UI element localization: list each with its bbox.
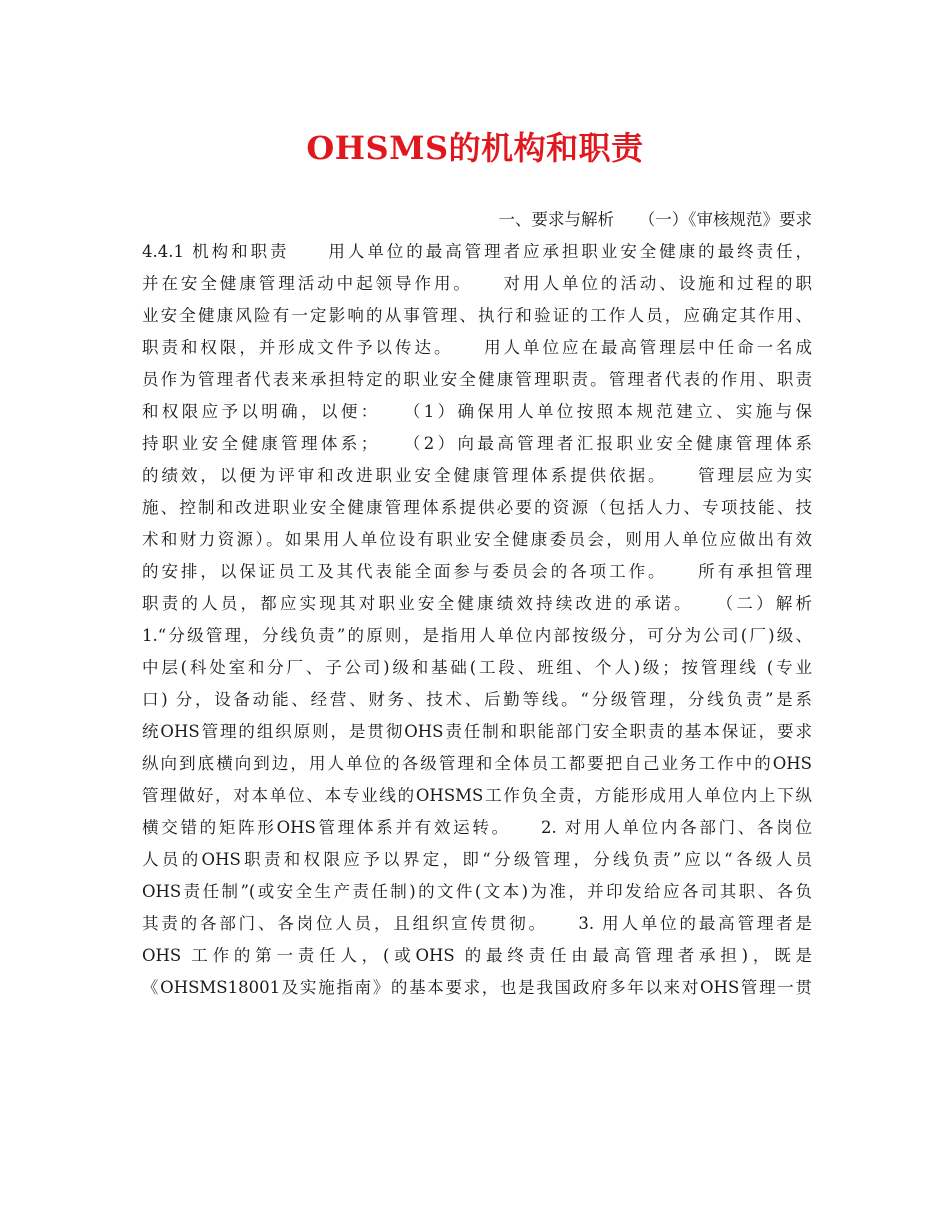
paragraph-line: 和权限应予以明确，以便： （1）确保用人单位按照本规范建立、实施与保 [142,402,812,421]
paragraph-line: 纵向到底横向到边，用人单位的各级管理和全体员工都要把自己业务工作中的OHS [142,754,812,773]
paragraph-line: 并在安全健康管理活动中起领导作用。 对用人单位的活动、设施和过程的职 [142,274,812,293]
paragraph-line: 中层(科处室和分厂、子公司)级和基础(工段、班组、个人)级；按管理线 (专业 [142,658,812,677]
paragraph-line: 统OHS管理的组织原则，是贯彻OHS责任制和职能部门安全职责的基本保证，要求 [142,722,812,741]
paragraph-line: 施、控制和改进职业安全健康管理体系提供必要的资源（包括人力、专项技能、技 [142,498,812,517]
paragraph-line: 口) 分，设备动能、经营、财务、技术、后勤等线。“分级管理，分线负责”是系 [142,690,812,709]
paragraph-line: OHS责任制”(或安全生产责任制)的文件(文本)为准，并印发给应各司其职、各负 [142,882,812,901]
paragraph-line: 的绩效，以便为评审和改进职业安全健康管理体系提供依据。 管理层应为实 [142,466,812,485]
section-heading-line: 一、要求与解析 （一）《审核规范》要求 [498,210,812,229]
paragraph-line: 其责的各部门、各岗位人员，且组织宣传贯彻。 3. 用人单位的最高管理者是 [142,914,812,933]
paragraph-line: 1.“分级管理，分线负责”的原则，是指用人单位内部按级分，可分为公司(厂)级、 [142,626,812,645]
document-body [142,204,812,1004]
paragraph-line: OHS 工作的第一责任人，(或OHS 的最终责任由最高管理者承担)，既是 [142,946,812,965]
paragraph-line: 职责的人员，都应实现其对职业安全健康绩效持续改进的承诺。 （二）解析 [142,594,812,613]
paragraph-line: 管理做好，对本单位、本专业线的OHSMS工作负全责，方能形成用人单位内上下纵 [142,786,812,805]
document-title: OHSMS的机构和职责 [306,129,644,167]
paragraph-line: 的安排，以保证员工及其代表能全面参与委员会的各项工作。 所有承担管理 [142,562,812,581]
paragraph-line: 《OHSMS18001及实施指南》的基本要求，也是我国政府多年以来对OHS管理一贯 [142,978,812,997]
paragraph-line: 职责和权限，并形成文件予以传达。 用人单位应在最高管理层中任命一名成 [142,338,812,357]
paragraph-line: 人员的OHS职责和权限应予以界定，即“分级管理，分线负责”应以“各级人员 [142,850,812,869]
paragraph-line: 员作为管理者代表来承担特定的职业安全健康管理职责。管理者代表的作用、职责 [142,370,812,389]
paragraph-line: 持职业安全健康管理体系； （2）向最高管理者汇报职业安全健康管理体系 [142,434,812,453]
paragraph-line: 横交错的矩阵形OHS管理体系并有效运转。 2. 对用人单位内各部门、各岗位 [142,818,812,837]
paragraph-line: 术和财力资源）。如果用人单位设有职业安全健康委员会，则用人单位应做出有效 [142,530,812,549]
paragraph-line: 业安全健康风险有一定影响的从事管理、执行和验证的工作人员，应确定其作用、 [142,306,812,325]
paragraph-line: 4.4.1 机构和职责 用人单位的最高管理者应承担职业安全健康的最终责任， [142,242,812,261]
